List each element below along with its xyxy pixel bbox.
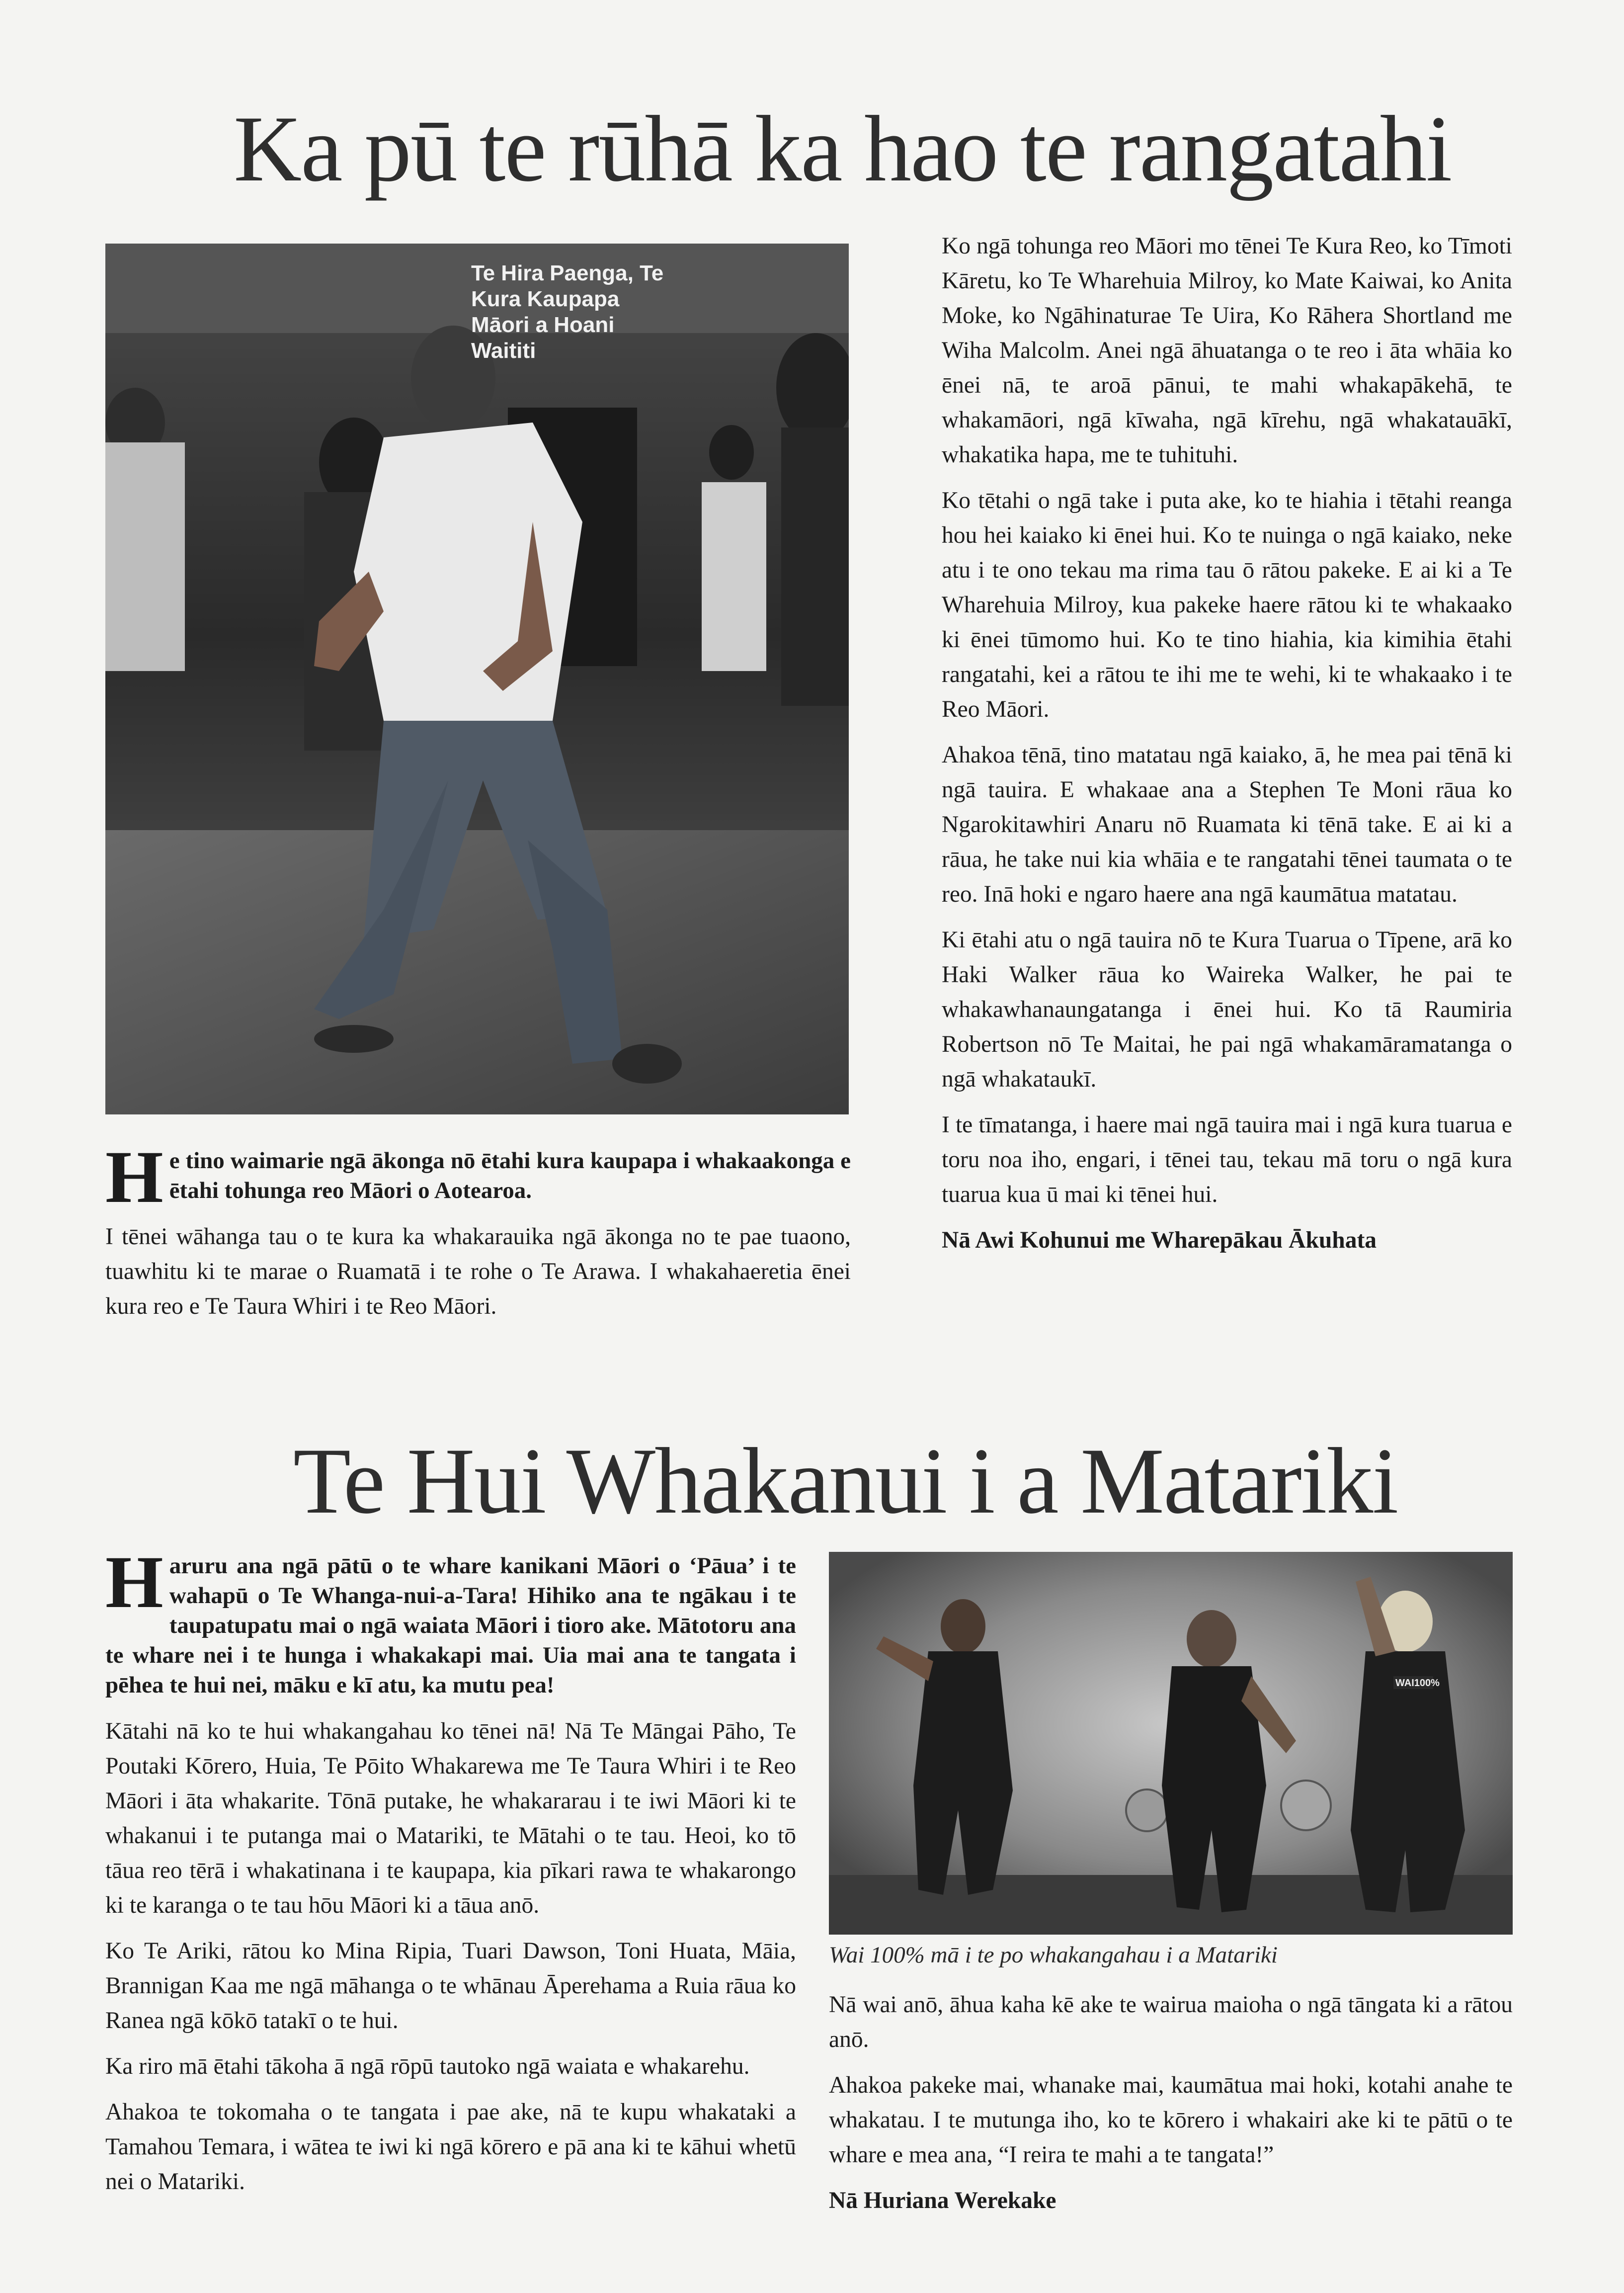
article1-paragraph: Ki ētahi atu o ngā tauira nō te Kura Tuarua o Tīpene, arā ko Haki Walker rāua ko Waireka Walker, he pai te whakawhanaungatanga i ēnei hui. Ko tā Raumiria Robertson nō Te Maitai, he pai ngā whakamāramatanga o ngā whakataukī. bbox=[942, 927, 1512, 1092]
article2-lead-text: aruru ana ngā pātū o te whare kanikani Māori o ‘Pāua’ i te wahapū o Te Whanga-nui-a-Tara! Hihiko ana te ngākau i te taupatupatu mai o ngā waiata Māori i tioro ake. Mātotoru ana te whare nei i te hunga i whakakapi mai. Uia mai ana te tangata i pēhea te hui nei, māku e kī atu, ka mutu pea! bbox=[105, 1553, 796, 1698]
article2-photo-caption: Wai 100% mā i te po whakangahau i a Matariki bbox=[829, 1942, 1278, 1968]
article1-photo-caption: Te Hira Paenga, Te Kura Kaupapa Māori a Hoani Waititi bbox=[471, 261, 664, 363]
article1-paragraph: Ko tētahi o ngā take i puta ake, ko te hiahia i tētahi reanga hou hei kaiako ki ēnei hui. Ko te nuinga o ngā kaiako, neke atu i te ono tekau ma rima tau ō rātou pakeke. E ai ki a Te Wharehuia Milroy, kua pakeke haere rātou ki te whakaako ki ēnei tūmomo hui. Ko te tino hiahia, kia kimihia ētahi rangatahi, kei a rātou te ihi me te wehi, ki te whakaako i te Reo Māori. bbox=[942, 488, 1512, 722]
article2-paragraph: Ko Te Ariki, rātou ko Mina Ripia, Tuari Dawson, Toni Huata, Māia, Brannigan Kaa me ngā māhanga o te whānau Āperehama a Ruia rāua ko Ranea ngā kōkō tatakī o te hui. bbox=[105, 1938, 796, 2034]
article1-lead-text: e tino waimarie ngā ākonga nō ētahi kura kaupapa i whakaakonga e ētahi tohunga reo Māori o Aotearoa. bbox=[169, 1148, 851, 1203]
article1-paragraph: Ahakoa tēnā, tino matatau ngā kaiako, ā, he mea pai tēnā ki ngā tauira. E whakaae ana a Stephen Te Moni rāua ko Ngarokitawhiri Anaru nō Ruamata ki tēnā take. E ai ki a rāua, he take nui kia whāia e te rangatahi tēnei taumata o te reo. Inā hoki e ngaro haere ana ngā kaumātua matatau. bbox=[942, 742, 1512, 907]
article1-photo bbox=[105, 244, 849, 1114]
performers-photo-illustration bbox=[829, 1552, 1513, 1935]
article1-intro: I tēnei wāhanga tau o te kura ka whakarauika ngā ākonga no te pae tuaono, tuawhitu ki te marae o Ruamatā i te rohe o Te Arawa. I whakahaeretia ēnei kura reo e Te Taura Whiri i te Reo Māori. bbox=[105, 1224, 851, 1319]
article2-left-column bbox=[105, 1541, 796, 2210]
article1-paragraph: I te tīmatanga, i haere mai ngā tauira mai i ngā kura tuarua e toru noa iho, engari, i tēnei tau, tekau mā toru o ngā kura tuarua kua ū mai ki tēnei hui. bbox=[942, 1112, 1512, 1207]
shirt-logo: WAI100% bbox=[1395, 1678, 1440, 1689]
article1-lead-block bbox=[105, 1136, 851, 1335]
article2-title: Te Hui Whakanui i a Matariki bbox=[293, 1429, 1398, 1533]
article2-photo bbox=[829, 1552, 1513, 1935]
article2-paragraph: Ahakoa te tokomaha o te tangata i pae ake, nā te kupu whakataki a Tamahou Temara, i wātea te iwi ki ngā kōrero e pā ana ki te kāhui whetū nei o Matariki. bbox=[105, 2099, 796, 2195]
article2-right-paragraph: Nā wai anō, āhua kaha kē ake te wairua maioha o ngā tāngata ki a rātou anō. bbox=[829, 1992, 1513, 2052]
article1-right-column bbox=[942, 229, 1512, 1269]
article2-right-paragraph: Ahakoa pakeke mai, whanake mai, kaumātua mai hoki, kotahi anahe te whakatau. I te mutunga iho, ko te kōrero i whakairi ake ki te pātū o te whare e mea ana, “I reira te mahi a te tangata!” bbox=[829, 2072, 1513, 2168]
article1-byline: Nā Awi Kohunui me Wharepākau Ākuhata bbox=[942, 1227, 1377, 1253]
article1-lead bbox=[105, 1136, 851, 1218]
article2-dropcap: H bbox=[105, 1541, 163, 1623]
article2-paragraph: Ka riro mā ētahi tākoha ā ngā rōpū tautoko ngā waiata e whakarehu. bbox=[105, 2053, 750, 2079]
article2-paragraph: Kātahi nā ko te hui whakangahau ko tēnei nā! Nā Te Māngai Pāho, Te Poutaki Kōrero, Huia, Te Pōito Whakarewa me Te Taura Whiri i te Reo Māori i āta whakarite. Tōnā putake, he whakararau i te iwi Māori ki te whakanui i te putanga mai o Matariki, te Mātahi o te tau. Heoi, ko tō tāua reo tērā i whakatinana i te kaupapa, kia pīkari rawa te whakarongo ki te karanga o te tau hōu Māori ki a tāua anō. bbox=[105, 1718, 796, 1918]
article2-lead bbox=[105, 1541, 796, 1700]
article2-byline: Nā Huriana Werekake bbox=[829, 2188, 1056, 2213]
article1-dropcap: H bbox=[105, 1136, 163, 1218]
article1-title: Ka pū te rūhā ka hao te rangatahi bbox=[234, 97, 1452, 201]
article1-paragraph: Ko ngā tohunga reo Māori mo tēnei Te Kura Reo, ko Tīmoti Kāretu, ko Te Wharehuia Milroy, ko Mate Kaiwai, ko Anita Moke, ko Ngāhinaturae Te Uira, Ko Rāhera Shortland me Wiha Malcolm. Anei ngā āhuatanga o te reo i āta whāia ko ēnei nā, te aroā pānui, te mahi whakapākehā, te whakamāori, ngā kīwaha, ngā kīrehu, ngā whakatauākī, whakatika hapa, me te tuhituhi. bbox=[942, 233, 1512, 468]
article2-right-column bbox=[829, 1987, 1513, 2229]
haka-photo-illustration bbox=[105, 244, 849, 1114]
